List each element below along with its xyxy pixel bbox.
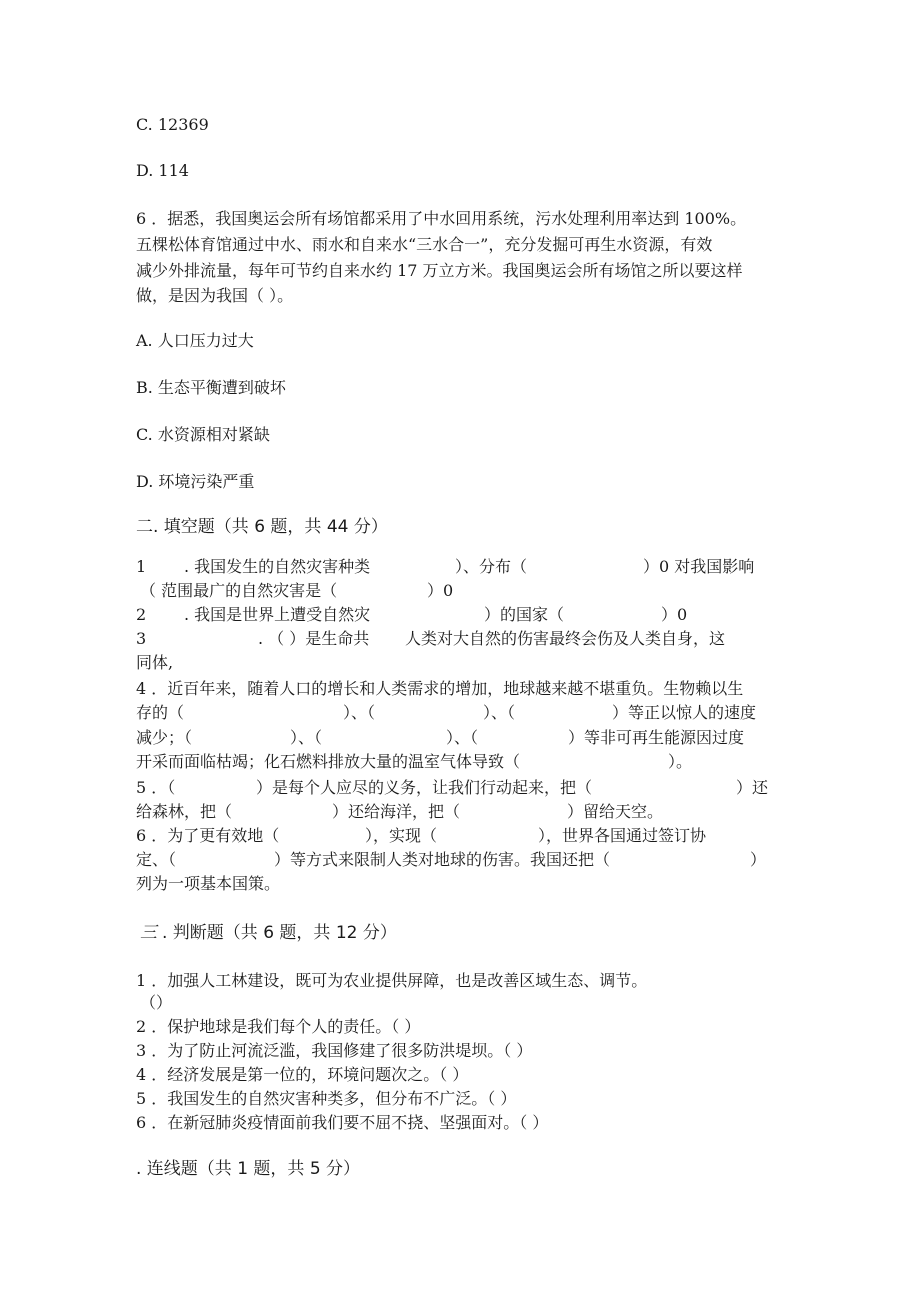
fill-line-4a: 4 ．近百年来，随着人口的增长和人类需求的增加，地球越来越不堪重负。生物赖以生 bbox=[136, 679, 744, 698]
section-4-heading: . 连线题（共 1 题，共 5 分） bbox=[136, 1159, 361, 1179]
judge-item-6: 6 ．在新冠肺炎疫情面前我们要不屈不挠、坚强面对。（ ） bbox=[136, 1113, 549, 1132]
judge-item-4: 4 ．经济发展是第一位的，环境问题次之。（ ） bbox=[136, 1065, 469, 1084]
judge-item-3: 3 ．为了防止河流泛滥，我国修建了很多防洪堤坝。（ ） bbox=[136, 1041, 533, 1060]
option-c: C. 12369 bbox=[136, 115, 209, 134]
judge-item-2: 2 ．保护地球是我们每个人的责任。（ ） bbox=[136, 1017, 421, 1036]
q6-line-1: 6 ．据悉，我国奥运会所有场馆都采用了中水回用系统，污水处理利用率达到 100%。 bbox=[136, 209, 747, 228]
section-3-mark: 三 bbox=[140, 923, 157, 943]
q6-option-d: D. 环境污染严重 bbox=[136, 472, 255, 491]
judge-item-1-paren: （） bbox=[140, 993, 173, 1012]
q6-line-2: 五棵松体育馆通过中水、雨水和自来水“三水合一”，充分发掘可再生水资源，有效 bbox=[136, 235, 713, 254]
q6-line-3: 减少外排流量，每年可节约自来水约 17 万立方米。我国奥运会所有场馆之所以要这样 bbox=[136, 261, 743, 280]
q6-option-b: B. 生态平衡遭到破坏 bbox=[136, 378, 286, 397]
fill-line-6c: 列为一项基本国策。 bbox=[136, 874, 281, 893]
judge-item-1: 1 ．加强人工林建设，既可为农业提供屏障，也是改善区域生态、调节。 bbox=[136, 971, 648, 990]
q6-option-c: C. 水资源相对紧缺 bbox=[136, 425, 270, 444]
fill-line-3b: 同体, bbox=[136, 653, 174, 672]
option-d: D. 114 bbox=[136, 161, 189, 180]
judge-item-5: 5 ．我国发生的自然灾害种类多，但分布不广泛。（ ） bbox=[136, 1089, 517, 1108]
section-2-heading: 二. 填空题（共 6 题，共 44 分） bbox=[136, 517, 388, 537]
q6-line-4: 做，是因为我国（ ）。 bbox=[136, 286, 294, 305]
q6-option-a: A. 人口压力过大 bbox=[136, 331, 254, 350]
